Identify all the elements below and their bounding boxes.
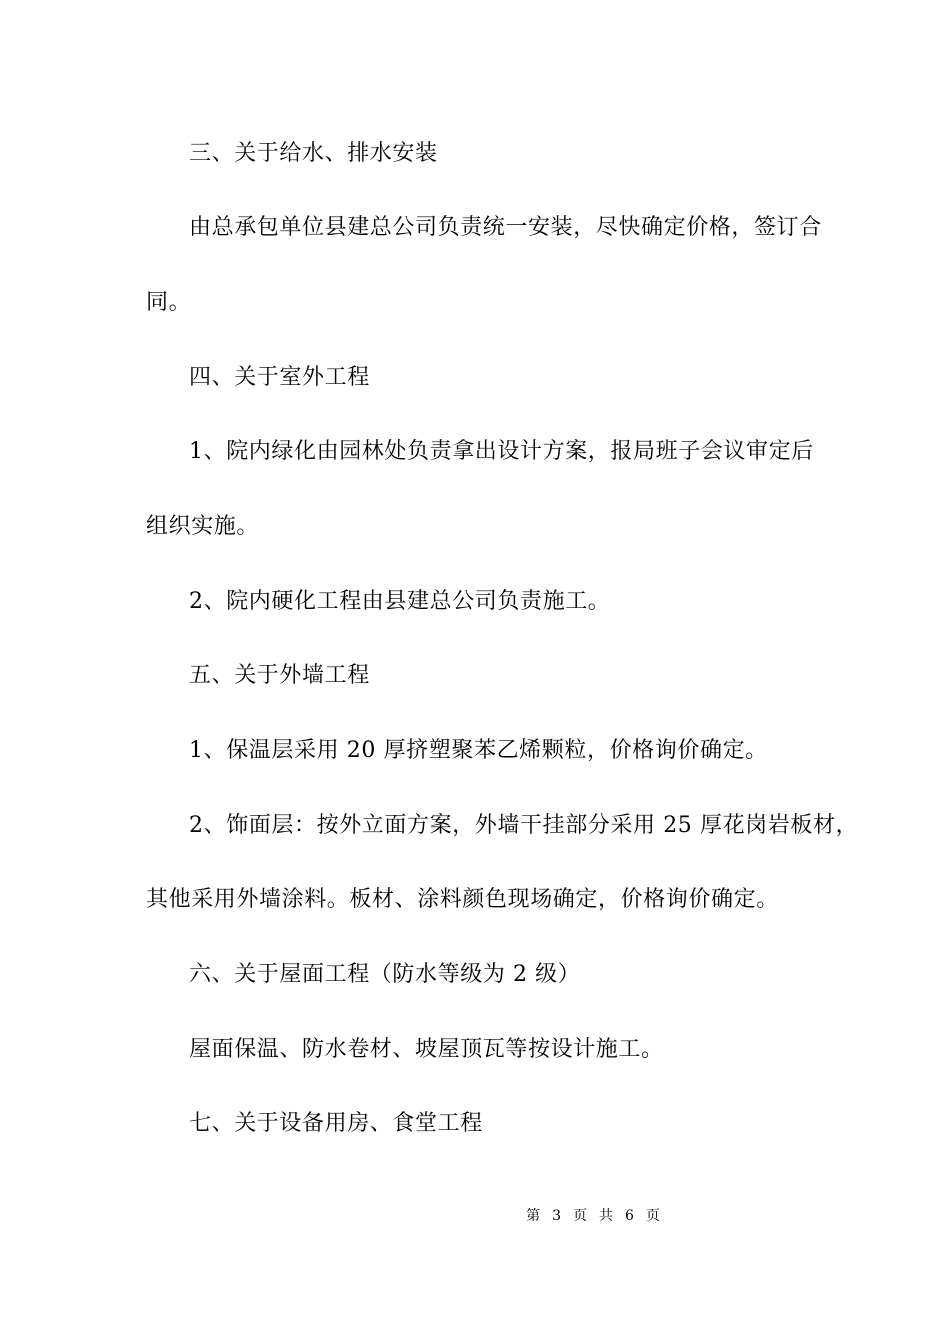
footer-label-page: 第 <box>526 1208 541 1224</box>
heading-roof-works: 六、关于屋面工程（防水等级为 2 级） <box>189 962 581 987</box>
paragraph-line: 1、院内绿化由园林处负责拿出设计方案，报局班子会议审定后 <box>189 439 814 464</box>
heading-equipment-canteen: 七、关于设备用房、食堂工程 <box>189 1111 483 1136</box>
paragraph-line: 其他采用外墙涂料。板材、涂料颜色现场确定，价格询价确定。 <box>146 887 779 912</box>
heading-water-drainage: 三、关于给水、排水安装 <box>189 141 438 166</box>
paragraph-line: 屋面保温、防水卷材、坡屋顶瓦等按设计施工。 <box>189 1037 664 1062</box>
footer-label-total: 共 <box>599 1208 613 1224</box>
footer-label-ye: 页 <box>573 1208 587 1224</box>
paragraph-line: 同。 <box>146 290 192 315</box>
heading-outdoor-works: 四、关于室外工程 <box>189 365 370 390</box>
paragraph-line: 2、饰面层：按外立面方案，外墙干挂部分采用 25 厚花岗岩板材， <box>189 813 859 838</box>
footer-current-page: 3 <box>552 1208 561 1224</box>
paragraph-line: 由总承包单位县建总公司负责统一安装，尽快确定价格，签订合 <box>189 215 822 240</box>
page-footer <box>0 1206 950 1226</box>
heading-exterior-wall: 五、关于外墙工程 <box>189 663 370 688</box>
footer-label-ye: 页 <box>645 1208 660 1224</box>
paragraph-line: 1、保温层采用 20 厚挤塑聚苯乙烯颗粒，价格询价确定。 <box>189 738 768 763</box>
footer-total-pages: 6 <box>625 1208 634 1224</box>
paragraph-line: 2、院内硬化工程由县建总公司负责施工。 <box>189 589 611 614</box>
paragraph-line: 组织实施。 <box>146 514 260 539</box>
